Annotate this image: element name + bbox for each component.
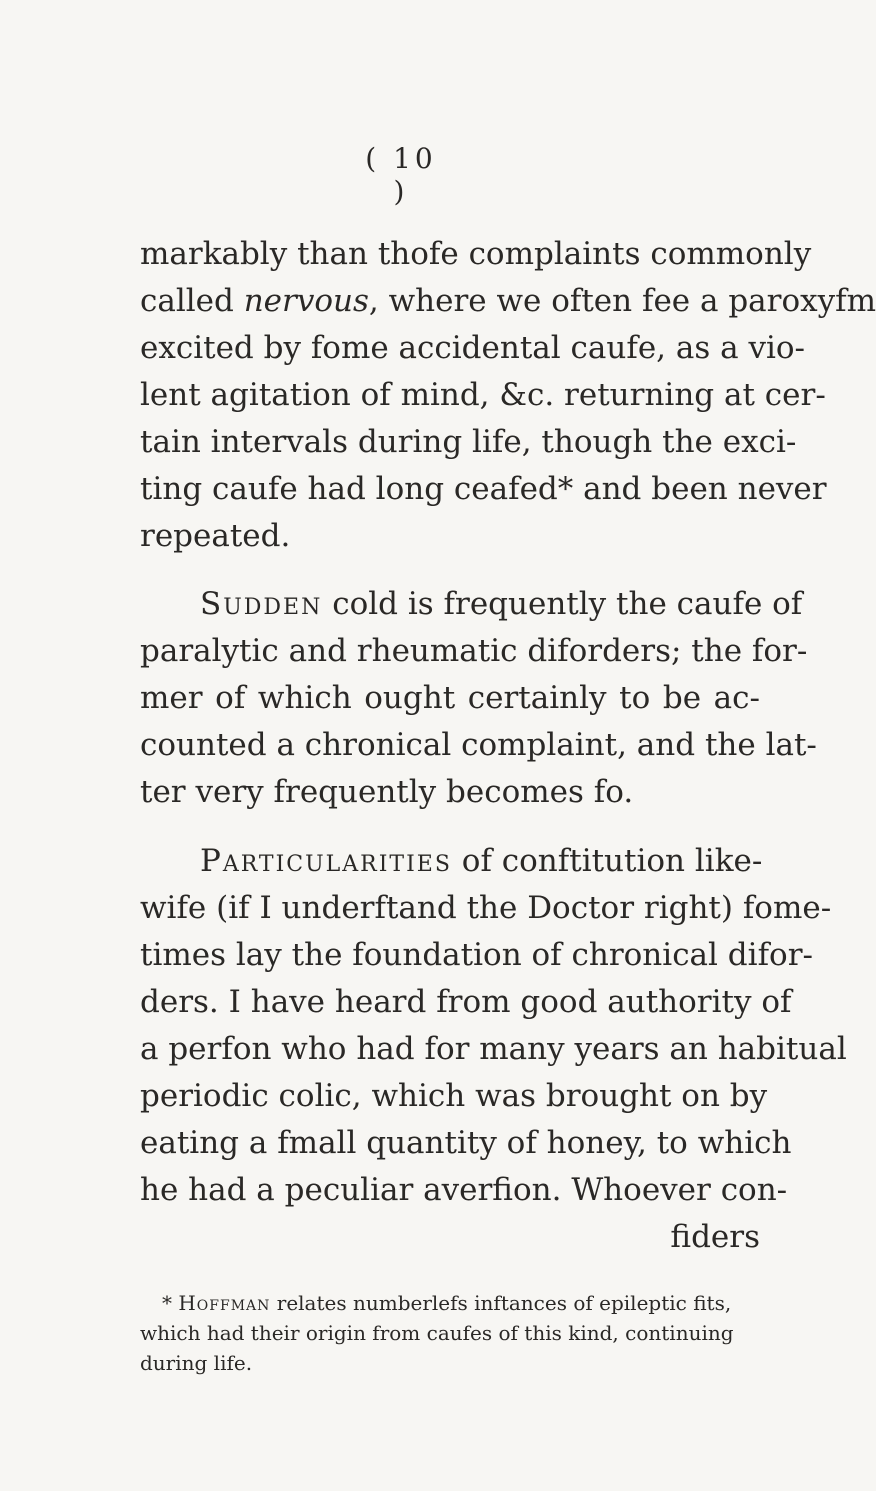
text-segment: of conftitution like- xyxy=(451,843,763,879)
text-line: tain intervals during life, though the exci- xyxy=(140,424,797,460)
text-line: wife (if I underftand the Doctor right) fome- xyxy=(140,890,832,926)
text-line: paralytic and rheumatic diforders; the for- xyxy=(140,633,808,669)
text-line xyxy=(200,841,763,881)
text-line: lent agitation of mind, &c. returning at cer- xyxy=(140,377,826,413)
text-line: excited by fome accidental caufe, as a vio- xyxy=(140,330,806,366)
footnote-line: during life. xyxy=(140,1351,253,1375)
text-segment: called xyxy=(140,283,244,319)
page-number: ( 10 ) xyxy=(365,142,437,208)
text-line: a perfon who had for many years an habitual xyxy=(140,1031,847,1067)
text-line: ter very frequently becomes fo. xyxy=(140,774,634,810)
text-line: he had a peculiar averfion. Whoever con- xyxy=(140,1172,788,1208)
footnote-author: Hoffman xyxy=(178,1291,271,1315)
catchword: fiders xyxy=(670,1219,760,1255)
text-line: mer of which ought certainly to be ac- xyxy=(140,680,760,716)
text-line: ting caufe had long ceafed* and been never xyxy=(140,471,827,507)
footnote-line xyxy=(140,1290,760,1316)
footnote-text: relates numberlefs inftances of epileptic fits, xyxy=(270,1291,732,1315)
text-line: counted a chronical complaint, and the lat- xyxy=(140,727,817,763)
smallcaps-word: Particularities xyxy=(200,843,452,879)
text-line xyxy=(140,281,876,321)
footnote-marker: * xyxy=(162,1291,179,1315)
text-line: markably than thofe complaints commonly xyxy=(140,236,812,272)
text-segment: cold is frequently the caufe of xyxy=(322,586,803,622)
italic-word: nervous xyxy=(243,283,369,319)
text-segment: , where we often fee a paroxyfm xyxy=(368,283,876,319)
text-line: periodic colic, which was brought on by xyxy=(140,1078,768,1114)
smallcaps-word: Sudden xyxy=(200,586,323,622)
text-line: repeated. xyxy=(140,518,291,554)
text-line: eating a fmall quantity of honey, to which xyxy=(140,1125,792,1161)
text-line xyxy=(200,584,803,624)
text-line: times lay the foundation of chronical difor- xyxy=(140,937,813,973)
footnote-line: which had their origin from caufes of this kind, continuing xyxy=(140,1321,734,1345)
text-line: ders. I have heard from good authority of xyxy=(140,984,792,1020)
